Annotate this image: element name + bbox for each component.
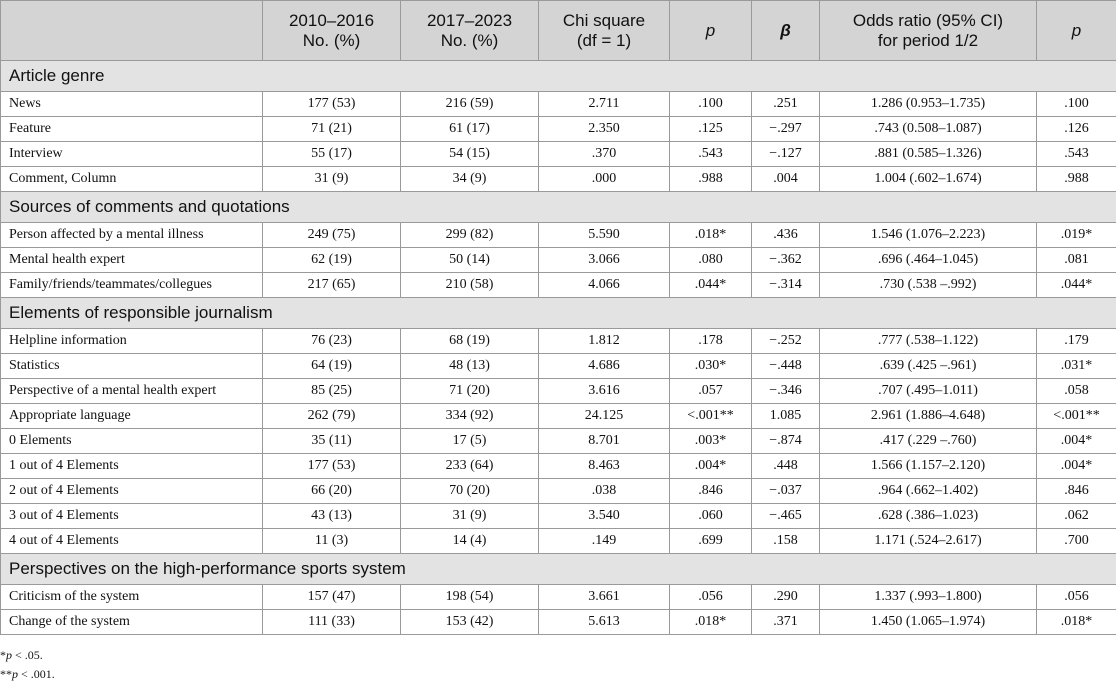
- cell-period2: 216 (59): [401, 92, 539, 117]
- cell-p: .044*: [670, 273, 752, 298]
- row-label: Change of the system: [1, 610, 263, 635]
- cell-beta: −.297: [752, 117, 820, 142]
- cell-period1: 85 (25): [263, 379, 401, 404]
- cell-period1: 31 (9): [263, 167, 401, 192]
- cell-p2: .004*: [1037, 429, 1116, 454]
- cell-p2: .056: [1037, 585, 1116, 610]
- cell-period2: 68 (19): [401, 329, 539, 354]
- cell-p: .057: [670, 379, 752, 404]
- cell-p: .125: [670, 117, 752, 142]
- cell-period1: 262 (79): [263, 404, 401, 429]
- cell-period2: 54 (15): [401, 142, 539, 167]
- row-label: 2 out of 4 Elements: [1, 479, 263, 504]
- cell-p2: .846: [1037, 479, 1116, 504]
- cell-p: .004*: [670, 454, 752, 479]
- cell-beta: .251: [752, 92, 820, 117]
- table-row: [1, 117, 1116, 142]
- cell-beta: .448: [752, 454, 820, 479]
- cell-p: .100: [670, 92, 752, 117]
- cell-p2: .543: [1037, 142, 1116, 167]
- cell-p: .018*: [670, 610, 752, 635]
- table-row: [1, 92, 1116, 117]
- cell-p: .178: [670, 329, 752, 354]
- cell-odds-ratio: .628 (.386–1.023): [820, 504, 1037, 529]
- cell-chi-square: 8.463: [539, 454, 670, 479]
- header-cell-beta: β: [752, 1, 820, 61]
- cell-period1: 71 (21): [263, 117, 401, 142]
- cell-p2: <.001**: [1037, 404, 1116, 429]
- header-cell-p2: p: [1037, 1, 1116, 61]
- cell-odds-ratio: 2.961 (1.886–4.648): [820, 404, 1037, 429]
- footnote: *p < .05.: [0, 648, 43, 662]
- cell-chi-square: .038: [539, 479, 670, 504]
- cell-p2: .062: [1037, 504, 1116, 529]
- cell-period1: 43 (13): [263, 504, 401, 529]
- table-row: [1, 248, 1116, 273]
- cell-period1: 249 (75): [263, 223, 401, 248]
- cell-period2: 153 (42): [401, 610, 539, 635]
- cell-beta: −.874: [752, 429, 820, 454]
- cell-beta: .158: [752, 529, 820, 554]
- cell-p: .060: [670, 504, 752, 529]
- section-header-row: [1, 298, 1116, 329]
- cell-period1: 35 (11): [263, 429, 401, 454]
- header-cell-period1: 2010–2016 No. (%): [263, 1, 401, 61]
- cell-period2: 48 (13): [401, 354, 539, 379]
- cell-beta: .290: [752, 585, 820, 610]
- table-row: [1, 167, 1116, 192]
- row-label: Statistics: [1, 354, 263, 379]
- cell-odds-ratio: .964 (.662–1.402): [820, 479, 1037, 504]
- cell-chi-square: 3.661: [539, 585, 670, 610]
- cell-p2: .018*: [1037, 610, 1116, 635]
- cell-period1: 66 (20): [263, 479, 401, 504]
- cell-beta: −.362: [752, 248, 820, 273]
- row-label: 3 out of 4 Elements: [1, 504, 263, 529]
- cell-p2: .988: [1037, 167, 1116, 192]
- cell-odds-ratio: .743 (0.508–1.087): [820, 117, 1037, 142]
- row-label: Mental health expert: [1, 248, 263, 273]
- cell-odds-ratio: .881 (0.585–1.326): [820, 142, 1037, 167]
- cell-beta: −.465: [752, 504, 820, 529]
- cell-chi-square: 24.125: [539, 404, 670, 429]
- row-label: 1 out of 4 Elements: [1, 454, 263, 479]
- cell-period2: 299 (82): [401, 223, 539, 248]
- cell-p: .699: [670, 529, 752, 554]
- table-row: [1, 585, 1116, 610]
- cell-odds-ratio: .730 (.538 –.992): [820, 273, 1037, 298]
- row-label: Perspective of a mental health expert: [1, 379, 263, 404]
- header-cell-p: p: [670, 1, 752, 61]
- table-row: [1, 454, 1116, 479]
- section-title: Article genre: [1, 61, 1116, 92]
- section-title: Sources of comments and quotations: [1, 192, 1116, 223]
- cell-p2: .179: [1037, 329, 1116, 354]
- cell-chi-square: .149: [539, 529, 670, 554]
- cell-p2: .019*: [1037, 223, 1116, 248]
- cell-period2: 34 (9): [401, 167, 539, 192]
- header-cell-label: [1, 1, 263, 61]
- row-label: Feature: [1, 117, 263, 142]
- cell-p: .030*: [670, 354, 752, 379]
- cell-p: .003*: [670, 429, 752, 454]
- row-label: Criticism of the system: [1, 585, 263, 610]
- cell-period2: 198 (54): [401, 585, 539, 610]
- cell-chi-square: 8.701: [539, 429, 670, 454]
- section-header-row: [1, 554, 1116, 585]
- footnotes: [0, 646, 55, 684]
- cell-p2: .058: [1037, 379, 1116, 404]
- cell-chi-square: 4.686: [539, 354, 670, 379]
- cell-beta: −.127: [752, 142, 820, 167]
- cell-chi-square: 2.350: [539, 117, 670, 142]
- row-label: Interview: [1, 142, 263, 167]
- table-row: [1, 529, 1116, 554]
- cell-period2: 50 (14): [401, 248, 539, 273]
- table-row: [1, 504, 1116, 529]
- table-row: [1, 379, 1116, 404]
- cell-p2: .004*: [1037, 454, 1116, 479]
- header-row: [1, 1, 1116, 61]
- cell-beta: .436: [752, 223, 820, 248]
- cell-chi-square: .000: [539, 167, 670, 192]
- cell-odds-ratio: 1.171 (.524–2.617): [820, 529, 1037, 554]
- cell-period2: 14 (4): [401, 529, 539, 554]
- cell-period1: 55 (17): [263, 142, 401, 167]
- cell-beta: −.037: [752, 479, 820, 504]
- header-cell-odds-ratio: Odds ratio (95% CI) for period 1/2: [820, 1, 1037, 61]
- cell-odds-ratio: .417 (.229 –.760): [820, 429, 1037, 454]
- cell-odds-ratio: 1.546 (1.076–2.223): [820, 223, 1037, 248]
- cell-odds-ratio: 1.004 (.602–1.674): [820, 167, 1037, 192]
- row-label: Family/friends/teammates/collegues: [1, 273, 263, 298]
- cell-odds-ratio: .639 (.425 –.961): [820, 354, 1037, 379]
- table-row: [1, 610, 1116, 635]
- cell-beta: .371: [752, 610, 820, 635]
- cell-period2: 210 (58): [401, 273, 539, 298]
- table-row: [1, 223, 1116, 248]
- cell-odds-ratio: .696 (.464–1.045): [820, 248, 1037, 273]
- table-row: [1, 479, 1116, 504]
- row-label: 0 Elements: [1, 429, 263, 454]
- table-row: [1, 329, 1116, 354]
- cell-odds-ratio: .707 (.495–1.011): [820, 379, 1037, 404]
- table-row: [1, 273, 1116, 298]
- cell-p2: .126: [1037, 117, 1116, 142]
- cell-period1: 111 (33): [263, 610, 401, 635]
- cell-period1: 62 (19): [263, 248, 401, 273]
- cell-p: .080: [670, 248, 752, 273]
- cell-odds-ratio: .777 (.538–1.122): [820, 329, 1037, 354]
- header-cell-period2: 2017–2023 No. (%): [401, 1, 539, 61]
- header-cell-chi-square: Chi square (df = 1): [539, 1, 670, 61]
- row-label: News: [1, 92, 263, 117]
- cell-period2: 70 (20): [401, 479, 539, 504]
- cell-chi-square: 2.711: [539, 92, 670, 117]
- cell-beta: −.314: [752, 273, 820, 298]
- cell-p2: .031*: [1037, 354, 1116, 379]
- section-title: Elements of responsible journalism: [1, 298, 1116, 329]
- cell-period1: 64 (19): [263, 354, 401, 379]
- cell-period2: 71 (20): [401, 379, 539, 404]
- table-row: [1, 354, 1116, 379]
- cell-odds-ratio: 1.337 (.993–1.800): [820, 585, 1037, 610]
- cell-p2: .700: [1037, 529, 1116, 554]
- cell-p: .988: [670, 167, 752, 192]
- table-row: [1, 142, 1116, 167]
- table-row: [1, 429, 1116, 454]
- cell-chi-square: 3.616: [539, 379, 670, 404]
- table-row: [1, 404, 1116, 429]
- cell-beta: −.252: [752, 329, 820, 354]
- cell-period1: 177 (53): [263, 454, 401, 479]
- cell-p: .056: [670, 585, 752, 610]
- cell-period1: 11 (3): [263, 529, 401, 554]
- cell-period1: 217 (65): [263, 273, 401, 298]
- cell-chi-square: 5.613: [539, 610, 670, 635]
- cell-beta: −.448: [752, 354, 820, 379]
- cell-period2: 31 (9): [401, 504, 539, 529]
- cell-p2: .100: [1037, 92, 1116, 117]
- row-label: Appropriate language: [1, 404, 263, 429]
- cell-chi-square: 4.066: [539, 273, 670, 298]
- cell-chi-square: 3.540: [539, 504, 670, 529]
- cell-chi-square: 3.066: [539, 248, 670, 273]
- cell-odds-ratio: 1.566 (1.157–2.120): [820, 454, 1037, 479]
- cell-chi-square: 5.590: [539, 223, 670, 248]
- cell-odds-ratio: 1.286 (0.953–1.735): [820, 92, 1037, 117]
- cell-period1: 76 (23): [263, 329, 401, 354]
- cell-p2: .081: [1037, 248, 1116, 273]
- cell-chi-square: 1.812: [539, 329, 670, 354]
- section-header-row: [1, 61, 1116, 92]
- cell-p: .543: [670, 142, 752, 167]
- cell-p: .846: [670, 479, 752, 504]
- cell-period2: 17 (5): [401, 429, 539, 454]
- cell-chi-square: .370: [539, 142, 670, 167]
- cell-p2: .044*: [1037, 273, 1116, 298]
- cell-period1: 177 (53): [263, 92, 401, 117]
- cell-odds-ratio: 1.450 (1.065–1.974): [820, 610, 1037, 635]
- row-label: 4 out of 4 Elements: [1, 529, 263, 554]
- section-title: Perspectives on the high-performance sports system: [1, 554, 1116, 585]
- cell-p: <.001**: [670, 404, 752, 429]
- cell-beta: 1.085: [752, 404, 820, 429]
- cell-period1: 157 (47): [263, 585, 401, 610]
- row-label: Comment, Column: [1, 167, 263, 192]
- cell-beta: .004: [752, 167, 820, 192]
- cell-p: .018*: [670, 223, 752, 248]
- cell-period2: 233 (64): [401, 454, 539, 479]
- cell-beta: −.346: [752, 379, 820, 404]
- footnote: **p < .001.: [0, 667, 55, 681]
- section-header-row: [1, 192, 1116, 223]
- cell-period2: 61 (17): [401, 117, 539, 142]
- row-label: Person affected by a mental illness: [1, 223, 263, 248]
- cell-period2: 334 (92): [401, 404, 539, 429]
- row-label: Helpline information: [1, 329, 263, 354]
